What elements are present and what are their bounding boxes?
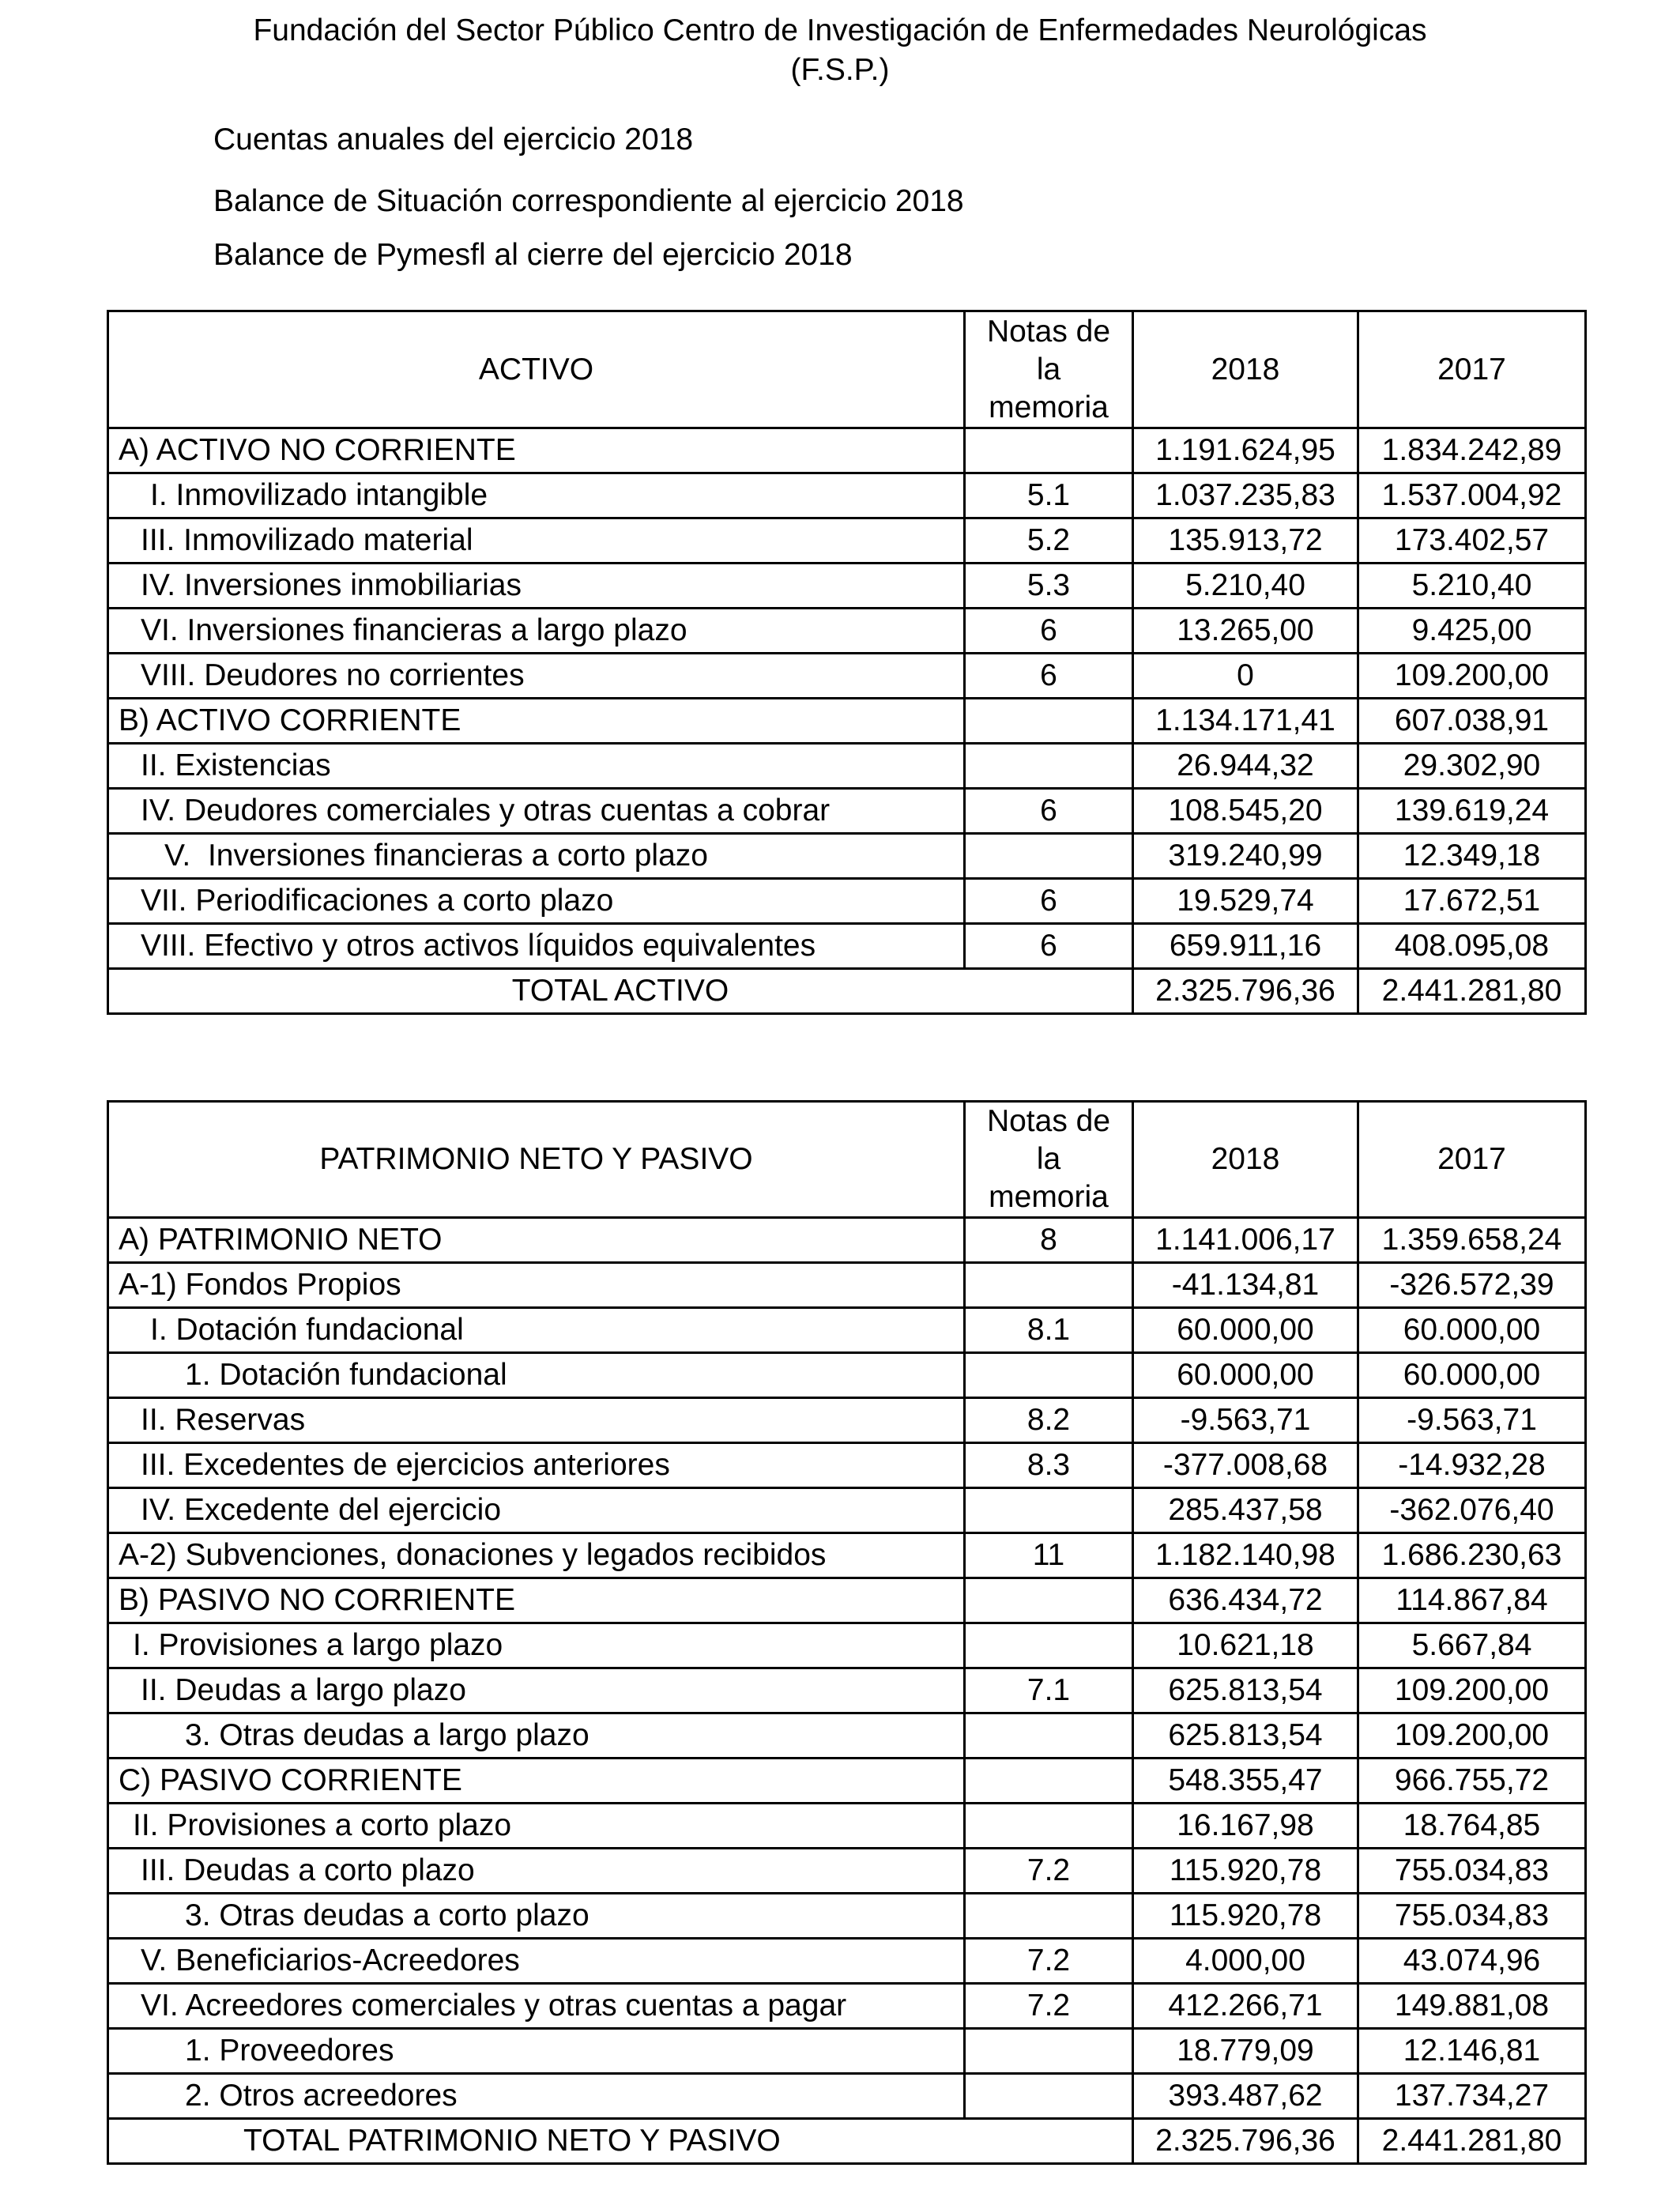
row-value-2017: 966.755,72 (1358, 1759, 1586, 1804)
total-pasivo-2017: 2.441.281,80 (1358, 2119, 1586, 2164)
row-value-2018: 5.210,40 (1133, 564, 1358, 609)
row-value-2018: -9.563,71 (1133, 1398, 1358, 1443)
table-row (108, 428, 1586, 473)
row-value-2018: 10.621,18 (1133, 1623, 1358, 1668)
row-note (965, 1713, 1133, 1759)
row-value-2018: 4.000,00 (1133, 1939, 1358, 1984)
row-note (965, 1894, 1133, 1939)
row-value-2018: 26.944,32 (1133, 744, 1358, 789)
row-value-2018: 135.913,72 (1133, 518, 1358, 564)
table-row (108, 1849, 1586, 1894)
table-row (108, 1398, 1586, 1443)
row-label: I. Provisiones a largo plazo (108, 1623, 965, 1668)
row-note: 6 (965, 924, 1133, 969)
row-value-2017: 12.146,81 (1358, 2029, 1586, 2074)
row-note (965, 1623, 1133, 1668)
table-row (108, 1353, 1586, 1398)
notes-line-3: memoria (989, 1180, 1109, 1214)
activo-header-2018: 2018 (1133, 311, 1358, 428)
table-row (108, 1668, 1586, 1713)
subtitle-annual-accounts: Cuentas anuales del ejercicio 2018 (213, 123, 694, 156)
table-row (108, 564, 1586, 609)
row-label: I. Inmovilizado intangible (108, 473, 965, 518)
row-value-2017: 60.000,00 (1358, 1308, 1586, 1353)
total-row (108, 969, 1586, 1014)
row-value-2017: 114.867,84 (1358, 1578, 1586, 1623)
activo-header-label: ACTIVO (108, 311, 965, 428)
row-label: B) PASIVO NO CORRIENTE (108, 1578, 965, 1623)
table-row (108, 1623, 1586, 1668)
row-value-2018: 285.437,58 (1133, 1488, 1358, 1533)
row-value-2017: -326.572,39 (1358, 1263, 1586, 1308)
row-note (965, 428, 1133, 473)
table-row (108, 2074, 1586, 2119)
row-value-2018: 115.920,78 (1133, 1894, 1358, 1939)
row-value-2018: 60.000,00 (1133, 1353, 1358, 1398)
total-pasivo-label: TOTAL PATRIMONIO NETO Y PASIVO (108, 2119, 1133, 2164)
row-label: 3. Otras deudas a corto plazo (108, 1894, 965, 1939)
row-note (965, 2074, 1133, 2119)
row-value-2018: 548.355,47 (1133, 1759, 1358, 1804)
row-note: 7.2 (965, 1939, 1133, 1984)
row-value-2017: 109.200,00 (1358, 1668, 1586, 1713)
total-activo-label: TOTAL ACTIVO (108, 969, 1133, 1014)
notes-line-2: la (1036, 1142, 1061, 1176)
row-label: IV. Excedente del ejercicio (108, 1488, 965, 1533)
activo-header-notes (965, 311, 1133, 428)
row-value-2017: 29.302,90 (1358, 744, 1586, 789)
row-label: 1. Proveedores (108, 2029, 965, 2074)
row-label: 3. Otras deudas a largo plazo (108, 1713, 965, 1759)
row-note: 11 (965, 1533, 1133, 1578)
row-label: V. Inversiones financieras a corto plazo (108, 834, 965, 879)
row-label: A) ACTIVO NO CORRIENTE (108, 428, 965, 473)
row-label: IV. Deudores comerciales y otras cuentas a cobrar (108, 789, 965, 834)
activo-table (107, 310, 1587, 1015)
pasivo-table (107, 1100, 1587, 2165)
row-note: 7.2 (965, 1849, 1133, 1894)
subtitle-balance-sheet: Balance de Situación correspondiente al ejercicio 2018 (213, 184, 964, 218)
row-value-2017: -14.932,28 (1358, 1443, 1586, 1488)
row-value-2017: 5.210,40 (1358, 564, 1586, 609)
row-value-2018: 625.813,54 (1133, 1668, 1358, 1713)
organization-name: Fundación del Sector Público Centro de Investigación de Enfermedades Neurológicas (253, 13, 1427, 47)
notes-line-1: Notas de (986, 314, 1111, 349)
row-note: 7.1 (965, 1668, 1133, 1713)
row-value-2017: 1.359.658,24 (1358, 1218, 1586, 1263)
row-label: I. Dotación fundacional (108, 1308, 965, 1353)
row-value-2017: 9.425,00 (1358, 609, 1586, 654)
row-label: 2. Otros acreedores (108, 2074, 965, 2119)
notes-line-2: la (1036, 352, 1061, 386)
row-value-2017: 137.734,27 (1358, 2074, 1586, 2119)
row-note: 5.2 (965, 518, 1133, 564)
row-value-2018: 0 (1133, 654, 1358, 699)
row-value-2018: 625.813,54 (1133, 1713, 1358, 1759)
row-label: VI. Acreedores comerciales y otras cuentas a pagar (108, 1984, 965, 2029)
table-row (108, 879, 1586, 924)
row-value-2017: -362.076,40 (1358, 1488, 1586, 1533)
table-row (108, 1533, 1586, 1578)
table-row (108, 744, 1586, 789)
row-value-2017: 5.667,84 (1358, 1623, 1586, 1668)
row-value-2017: 607.038,91 (1358, 699, 1586, 744)
row-value-2017: 173.402,57 (1358, 518, 1586, 564)
row-value-2017: 1.537.004,92 (1358, 473, 1586, 518)
row-note: 5.3 (965, 564, 1133, 609)
row-value-2018: -41.134,81 (1133, 1263, 1358, 1308)
table-row (108, 473, 1586, 518)
table-row (108, 1939, 1586, 1984)
row-note (965, 834, 1133, 879)
row-note (965, 1263, 1133, 1308)
row-note: 6 (965, 789, 1133, 834)
table-row (108, 1308, 1586, 1353)
row-label: II. Reservas (108, 1398, 965, 1443)
row-value-2018: 319.240,99 (1133, 834, 1358, 879)
row-value-2017: 1.834.242,89 (1358, 428, 1586, 473)
row-value-2017: 12.349,18 (1358, 834, 1586, 879)
row-value-2018: -377.008,68 (1133, 1443, 1358, 1488)
row-value-2017: 408.095,08 (1358, 924, 1586, 969)
row-label: A) PATRIMONIO NETO (108, 1218, 965, 1263)
row-value-2018: 13.265,00 (1133, 609, 1358, 654)
pasivo-header-notes (965, 1102, 1133, 1218)
row-label: III. Inmovilizado material (108, 518, 965, 564)
table-row (108, 699, 1586, 744)
row-label: VIII. Efectivo y otros activos líquidos equivalentes (108, 924, 965, 969)
row-value-2017: 139.619,24 (1358, 789, 1586, 834)
row-value-2018: 115.920,78 (1133, 1849, 1358, 1894)
table-row (108, 1443, 1586, 1488)
row-value-2017: 18.764,85 (1358, 1804, 1586, 1849)
pasivo-header-label: PATRIMONIO NETO Y PASIVO (108, 1102, 965, 1218)
row-value-2018: 16.167,98 (1133, 1804, 1358, 1849)
table-row (108, 1894, 1586, 1939)
row-note (965, 699, 1133, 744)
table-row (108, 609, 1586, 654)
pasivo-header-2018: 2018 (1133, 1102, 1358, 1218)
row-value-2017: 109.200,00 (1358, 1713, 1586, 1759)
row-label: C) PASIVO CORRIENTE (108, 1759, 965, 1804)
row-value-2017: 17.672,51 (1358, 879, 1586, 924)
table-row (108, 1488, 1586, 1533)
notes-line-3: memoria (989, 390, 1109, 424)
row-note: 7.2 (965, 1984, 1133, 2029)
row-value-2017: 755.034,83 (1358, 1849, 1586, 1894)
table-row (108, 1804, 1586, 1849)
row-value-2018: 659.911,16 (1133, 924, 1358, 969)
row-note (965, 744, 1133, 789)
row-value-2018: 60.000,00 (1133, 1308, 1358, 1353)
row-note: 8.3 (965, 1443, 1133, 1488)
row-note: 6 (965, 879, 1133, 924)
table-row (108, 654, 1586, 699)
row-value-2017: 755.034,83 (1358, 1894, 1586, 1939)
table-row (108, 1578, 1586, 1623)
row-note (965, 1759, 1133, 1804)
row-label: IV. Inversiones inmobiliarias (108, 564, 965, 609)
row-value-2017: 149.881,08 (1358, 1984, 1586, 2029)
row-note: 5.1 (965, 473, 1133, 518)
row-value-2018: 393.487,62 (1133, 2074, 1358, 2119)
row-value-2017: 109.200,00 (1358, 654, 1586, 699)
table-row (108, 1263, 1586, 1308)
subtitle-pymesfl: Balance de Pymesfl al cierre del ejercicio 2018 (213, 238, 853, 272)
row-value-2017: 60.000,00 (1358, 1353, 1586, 1398)
pasivo-header-2017: 2017 (1358, 1102, 1586, 1218)
row-value-2018: 1.182.140,98 (1133, 1533, 1358, 1578)
total-row (108, 2119, 1586, 2164)
organization-acronym: (F.S.P.) (790, 53, 890, 87)
row-label: II. Provisiones a corto plazo (108, 1804, 965, 1849)
row-note (965, 1353, 1133, 1398)
row-label: 1. Dotación fundacional (108, 1353, 965, 1398)
table-row (108, 1713, 1586, 1759)
row-label: II. Deudas a largo plazo (108, 1668, 965, 1713)
row-value-2018: 1.134.171,41 (1133, 699, 1358, 744)
pasivo-header-row (108, 1102, 1586, 1218)
row-note (965, 2029, 1133, 2074)
row-label: A-2) Subvenciones, donaciones y legados recibidos (108, 1533, 965, 1578)
row-label: VIII. Deudores no corrientes (108, 654, 965, 699)
total-activo-2018: 2.325.796,36 (1133, 969, 1358, 1014)
table-row (108, 518, 1586, 564)
row-note: 8.2 (965, 1398, 1133, 1443)
row-label: III. Deudas a corto plazo (108, 1849, 965, 1894)
row-note: 6 (965, 609, 1133, 654)
row-value-2018: 108.545,20 (1133, 789, 1358, 834)
row-value-2018: 636.434,72 (1133, 1578, 1358, 1623)
row-note: 6 (965, 654, 1133, 699)
table-row (108, 1218, 1586, 1263)
row-label: III. Excedentes de ejercicios anteriores (108, 1443, 965, 1488)
row-note: 8 (965, 1218, 1133, 1263)
row-value-2018: 1.037.235,83 (1133, 473, 1358, 518)
row-value-2018: 18.779,09 (1133, 2029, 1358, 2074)
row-note: 8.1 (965, 1308, 1133, 1353)
row-note (965, 1488, 1133, 1533)
row-label: II. Existencias (108, 744, 965, 789)
row-value-2018: 19.529,74 (1133, 879, 1358, 924)
table-row (108, 1759, 1586, 1804)
row-label: VII. Periodificaciones a corto plazo (108, 879, 965, 924)
row-value-2017: 43.074,96 (1358, 1939, 1586, 1984)
table-row (108, 789, 1586, 834)
row-label: B) ACTIVO CORRIENTE (108, 699, 965, 744)
total-activo-2017: 2.441.281,80 (1358, 969, 1586, 1014)
row-label: V. Beneficiarios-Acreedores (108, 1939, 965, 1984)
row-label: VI. Inversiones financieras a largo plazo (108, 609, 965, 654)
row-value-2018: 412.266,71 (1133, 1984, 1358, 2029)
table-row (108, 834, 1586, 879)
activo-header-2017: 2017 (1358, 311, 1586, 428)
row-label: A-1) Fondos Propios (108, 1263, 965, 1308)
row-value-2017: 1.686.230,63 (1358, 1533, 1586, 1578)
row-value-2018: 1.191.624,95 (1133, 428, 1358, 473)
table-row (108, 1984, 1586, 2029)
row-value-2018: 1.141.006,17 (1133, 1218, 1358, 1263)
table-row (108, 924, 1586, 969)
total-pasivo-2018: 2.325.796,36 (1133, 2119, 1358, 2164)
notes-line-1: Notas de (986, 1104, 1111, 1138)
row-value-2017: -9.563,71 (1358, 1398, 1586, 1443)
row-note (965, 1578, 1133, 1623)
row-note (965, 1804, 1133, 1849)
activo-header-row (108, 311, 1586, 428)
table-row (108, 2029, 1586, 2074)
